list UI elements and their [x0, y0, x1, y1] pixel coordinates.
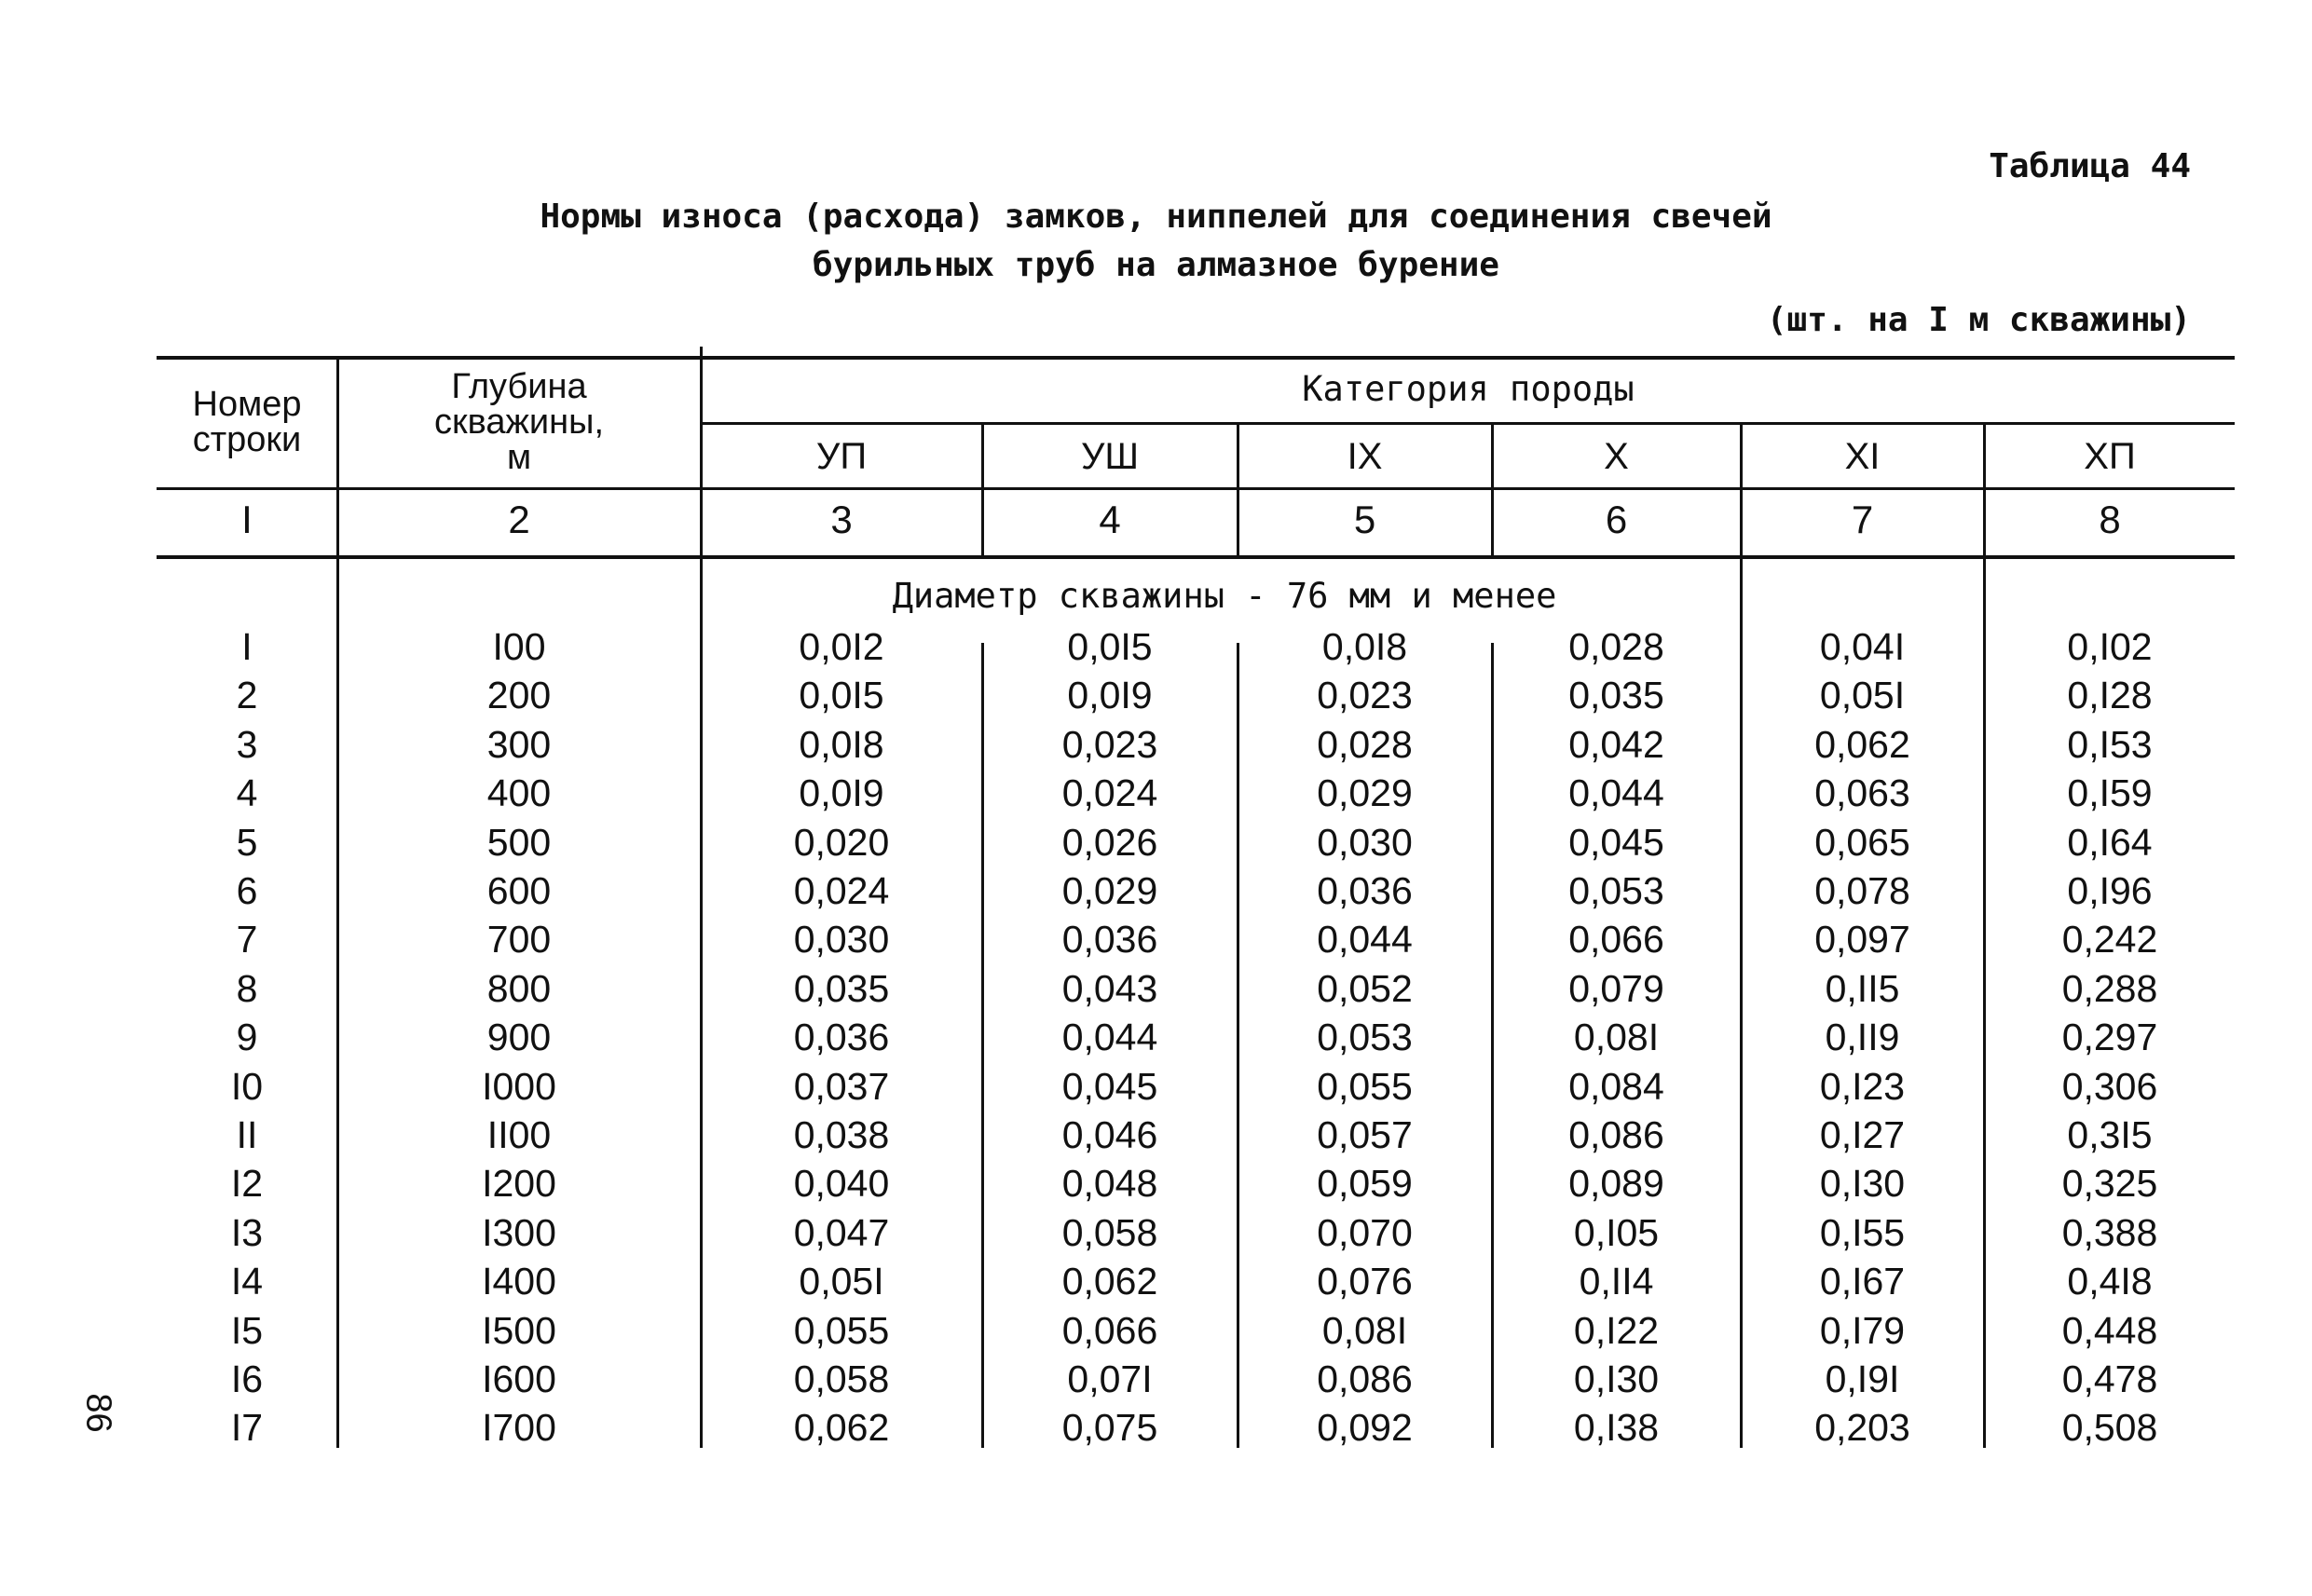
header-rock-category: Категория породы [1302, 369, 1635, 409]
cell-cat-ix: 0,029 [1317, 771, 1413, 814]
cell-depth: 900 [486, 1016, 552, 1058]
cell-cat-viii: 0,043 [1061, 967, 1158, 1010]
cell-row-number: I4 [230, 1260, 264, 1303]
cell-depth: I000 [482, 1065, 556, 1108]
cell-cat-xi: 0,I67 [1819, 1260, 1906, 1303]
cell-row-number: II [236, 1113, 258, 1156]
cell-cat-xi: 0,II5 [1825, 967, 1900, 1010]
cell-cat-x: 0,I30 [1573, 1357, 1660, 1400]
table-row [0, 1111, 2312, 1159]
cell-row-number: 9 [236, 1016, 258, 1058]
cell-cat-xii: 0,508 [2061, 1406, 2158, 1449]
cell-cat-xi: 0,062 [1814, 723, 1910, 766]
cell-cat-xii: 0,448 [2061, 1309, 2158, 1352]
cell-depth: I700 [482, 1406, 556, 1449]
cell-cat-ix: 0,076 [1317, 1260, 1413, 1303]
cell-cat-x: 0,08I [1573, 1016, 1660, 1058]
cell-cat-vii: 0,037 [793, 1065, 890, 1108]
cell-cat-x: 0,I38 [1573, 1406, 1660, 1449]
column-number-7: 7 [1851, 498, 1874, 541]
cell-cat-vii: 0,030 [793, 918, 890, 961]
header-category-x: X [1604, 436, 1629, 477]
cell-cat-ix: 0,036 [1317, 869, 1413, 912]
cell-cat-x: 0,I22 [1573, 1309, 1660, 1352]
cell-depth: I600 [482, 1357, 556, 1400]
cell-cat-xii: 0,297 [2061, 1016, 2158, 1058]
cell-cat-vii: 0,055 [793, 1309, 890, 1352]
cell-row-number: I [241, 625, 253, 668]
column-number-1: I [241, 498, 253, 541]
header-depth-line-2: скважины, [433, 402, 605, 442]
column-number-6: 6 [1605, 498, 1628, 541]
cell-cat-xi: 0,05I [1819, 674, 1906, 716]
cell-cat-vii: 0,038 [793, 1113, 890, 1156]
table-row [0, 818, 2312, 866]
cell-depth: I200 [482, 1162, 556, 1205]
header-depth [338, 369, 700, 475]
cell-cat-ix: 0,070 [1317, 1211, 1413, 1254]
table-row [0, 1403, 2312, 1452]
cell-cat-xii: 0,I59 [2067, 771, 2153, 814]
cell-row-number: 4 [236, 771, 258, 814]
header-row-number-line-2: строки [192, 420, 302, 459]
table-row [0, 1257, 2312, 1305]
header-row-number [158, 387, 335, 457]
cell-cat-vii: 0,020 [793, 821, 890, 864]
cell-cat-ix: 0,053 [1317, 1016, 1413, 1058]
header-depth-line-1: Глубина [451, 367, 587, 406]
cell-cat-x: 0,044 [1568, 771, 1664, 814]
cell-cat-x: 0,079 [1568, 967, 1664, 1010]
cell-cat-x: 0,089 [1568, 1162, 1664, 1205]
table-row [0, 1159, 2312, 1207]
cell-cat-xi: 0,063 [1814, 771, 1910, 814]
cell-cat-vii: 0,05I [799, 1260, 884, 1303]
cell-cat-viii: 0,0I5 [1067, 625, 1153, 668]
table-row [0, 1062, 2312, 1111]
cell-cat-ix: 0,08I [1321, 1309, 1408, 1352]
cell-cat-vii: 0,062 [793, 1406, 890, 1449]
header-category-ix: IX [1347, 436, 1383, 477]
cell-row-number: 2 [236, 674, 258, 716]
cell-row-number: 6 [236, 869, 258, 912]
cell-cat-xii: 0,3I5 [2067, 1113, 2153, 1156]
table-top-rule [157, 356, 2235, 360]
cell-cat-viii: 0,0I9 [1067, 674, 1153, 716]
cell-depth: 200 [486, 674, 552, 716]
cell-cat-xi: 0,II9 [1825, 1016, 1900, 1058]
cell-row-number: I2 [230, 1162, 264, 1205]
header-bottom-rule [157, 487, 2235, 490]
cell-cat-x: 0,028 [1568, 625, 1664, 668]
cell-cat-viii: 0,029 [1061, 869, 1158, 912]
cell-cat-xi: 0,I27 [1819, 1113, 1906, 1156]
cell-cat-xi: 0,203 [1814, 1406, 1910, 1449]
cell-row-number: I3 [230, 1211, 264, 1254]
cell-cat-viii: 0,036 [1061, 918, 1158, 961]
header-category-xi: XI [1844, 436, 1881, 477]
cell-cat-viii: 0,062 [1061, 1260, 1158, 1303]
table-row [0, 866, 2312, 915]
cell-cat-x: 0,035 [1568, 674, 1664, 716]
cell-cat-xi: 0,I9I [1825, 1357, 1900, 1400]
cell-cat-ix: 0,044 [1317, 918, 1413, 961]
cell-depth: I300 [482, 1211, 556, 1254]
header-depth-line-3: м [506, 438, 532, 477]
header-category-viii: УШ [1080, 436, 1140, 477]
cell-row-number: I6 [230, 1357, 264, 1400]
cell-cat-xi: 0,I30 [1819, 1162, 1906, 1205]
cell-cat-xii: 0,242 [2061, 918, 2158, 961]
header-category-xii: ХП [2084, 436, 2136, 477]
cell-cat-x: 0,II4 [1579, 1260, 1654, 1303]
cell-cat-vii: 0,040 [793, 1162, 890, 1205]
header-category-vii: УП [815, 436, 868, 477]
cell-cat-x: 0,086 [1568, 1113, 1664, 1156]
cell-cat-viii: 0,024 [1061, 771, 1158, 814]
cell-row-number: I0 [230, 1065, 264, 1108]
cell-cat-viii: 0,046 [1061, 1113, 1158, 1156]
cell-cat-viii: 0,07I [1067, 1357, 1153, 1400]
table-row [0, 915, 2312, 963]
cell-cat-ix: 0,059 [1317, 1162, 1413, 1205]
cell-depth: 700 [486, 918, 552, 961]
cell-cat-viii: 0,066 [1061, 1309, 1158, 1352]
table-title-line-1: Нормы износа (расхода) замков, ниппелей для соединения свечей [540, 198, 1772, 236]
cell-cat-xi: 0,097 [1814, 918, 1910, 961]
column-number-4: 4 [1099, 498, 1121, 541]
cell-cat-xi: 0,I79 [1819, 1309, 1906, 1352]
cell-row-number: 3 [236, 723, 258, 766]
cell-depth: 600 [486, 869, 552, 912]
cell-cat-x: 0,053 [1568, 869, 1664, 912]
cell-cat-xi: 0,078 [1814, 869, 1910, 912]
cell-row-number: 7 [236, 918, 258, 961]
cell-cat-xii: 0,I64 [2067, 821, 2153, 864]
cell-cat-ix: 0,0I8 [1321, 625, 1408, 668]
column-number-rule [157, 555, 2235, 559]
cell-cat-viii: 0,045 [1061, 1065, 1158, 1108]
cell-depth: 500 [486, 821, 552, 864]
cell-cat-xi: 0,I23 [1819, 1065, 1906, 1108]
table-row [0, 1208, 2312, 1257]
cell-cat-viii: 0,023 [1061, 723, 1158, 766]
cell-cat-xii: 0,388 [2061, 1211, 2158, 1254]
cell-cat-x: 0,I05 [1573, 1211, 1660, 1254]
column-number-3: 3 [830, 498, 853, 541]
cell-depth: I00 [492, 625, 546, 668]
cell-cat-x: 0,084 [1568, 1065, 1664, 1108]
cell-cat-xii: 0,I96 [2067, 869, 2153, 912]
table-row [0, 622, 2312, 671]
cell-cat-vii: 0,0I2 [799, 625, 884, 668]
cell-row-number: 5 [236, 821, 258, 864]
cell-cat-ix: 0,028 [1317, 723, 1413, 766]
cell-cat-ix: 0,057 [1317, 1113, 1413, 1156]
cell-cat-xii: 0,I53 [2067, 723, 2153, 766]
cell-cat-viii: 0,044 [1061, 1016, 1158, 1058]
cell-cat-x: 0,045 [1568, 821, 1664, 864]
cell-cat-ix: 0,052 [1317, 967, 1413, 1010]
cell-cat-xii: 0,306 [2061, 1065, 2158, 1108]
cell-cat-ix: 0,086 [1317, 1357, 1413, 1400]
cell-depth: 400 [486, 771, 552, 814]
cell-depth: I400 [482, 1260, 556, 1303]
cell-depth: I500 [482, 1309, 556, 1352]
header-row-number-line-1: Номер [192, 385, 302, 424]
table-row [0, 671, 2312, 719]
cell-cat-x: 0,066 [1568, 918, 1664, 961]
cell-cat-ix: 0,092 [1317, 1406, 1413, 1449]
cell-cat-xii: 0,I28 [2067, 674, 2153, 716]
cell-cat-viii: 0,075 [1061, 1406, 1158, 1449]
table-row [0, 1355, 2312, 1403]
cell-cat-vii: 0,035 [793, 967, 890, 1010]
column-number-5: 5 [1353, 498, 1376, 541]
column-number-2: 2 [508, 498, 530, 541]
cell-cat-vii: 0,024 [793, 869, 890, 912]
cell-depth: II00 [486, 1113, 552, 1156]
cell-depth: 300 [486, 723, 552, 766]
cell-cat-xii: 0,I02 [2067, 625, 2153, 668]
cell-cat-xi: 0,04I [1819, 625, 1906, 668]
cell-cat-xi: 0,I55 [1819, 1211, 1906, 1254]
cell-cat-vii: 0,0I5 [799, 674, 884, 716]
table-number: Таблица 44 [1989, 147, 2191, 185]
table-row [0, 1013, 2312, 1061]
table-title-line-2: бурильных труб на алмазное бурение [813, 246, 1499, 284]
table-row [0, 720, 2312, 769]
cell-cat-xi: 0,065 [1814, 821, 1910, 864]
category-header-rule [701, 422, 2235, 425]
cell-row-number: I7 [230, 1406, 264, 1449]
cell-cat-vii: 0,0I9 [799, 771, 884, 814]
cell-cat-vii: 0,036 [793, 1016, 890, 1058]
cell-cat-vii: 0,0I8 [799, 723, 884, 766]
table-row [0, 769, 2312, 817]
cell-cat-xii: 0,288 [2061, 967, 2158, 1010]
cell-cat-xii: 0,4I8 [2067, 1260, 2153, 1303]
cell-cat-vii: 0,047 [793, 1211, 890, 1254]
cell-cat-viii: 0,058 [1061, 1211, 1158, 1254]
cell-cat-ix: 0,030 [1317, 821, 1413, 864]
column-number-8: 8 [2099, 498, 2121, 541]
cell-row-number: I5 [230, 1309, 264, 1352]
cell-cat-ix: 0,023 [1317, 674, 1413, 716]
units-note: (шт. на I м скважины) [1766, 301, 2191, 339]
table-row [0, 964, 2312, 1013]
cell-cat-viii: 0,048 [1061, 1162, 1158, 1205]
page-number: 86 [78, 1393, 118, 1433]
cell-cat-ix: 0,055 [1317, 1065, 1413, 1108]
cell-cat-xii: 0,478 [2061, 1357, 2158, 1400]
cell-depth: 800 [486, 967, 552, 1010]
cell-cat-xii: 0,325 [2061, 1162, 2158, 1205]
table-row [0, 1306, 2312, 1355]
cell-cat-viii: 0,026 [1061, 821, 1158, 864]
cell-cat-x: 0,042 [1568, 723, 1664, 766]
cell-cat-vii: 0,058 [793, 1357, 890, 1400]
cell-row-number: 8 [236, 967, 258, 1010]
section-caption: Диаметр скважины - 76 мм и менее [892, 576, 1557, 616]
